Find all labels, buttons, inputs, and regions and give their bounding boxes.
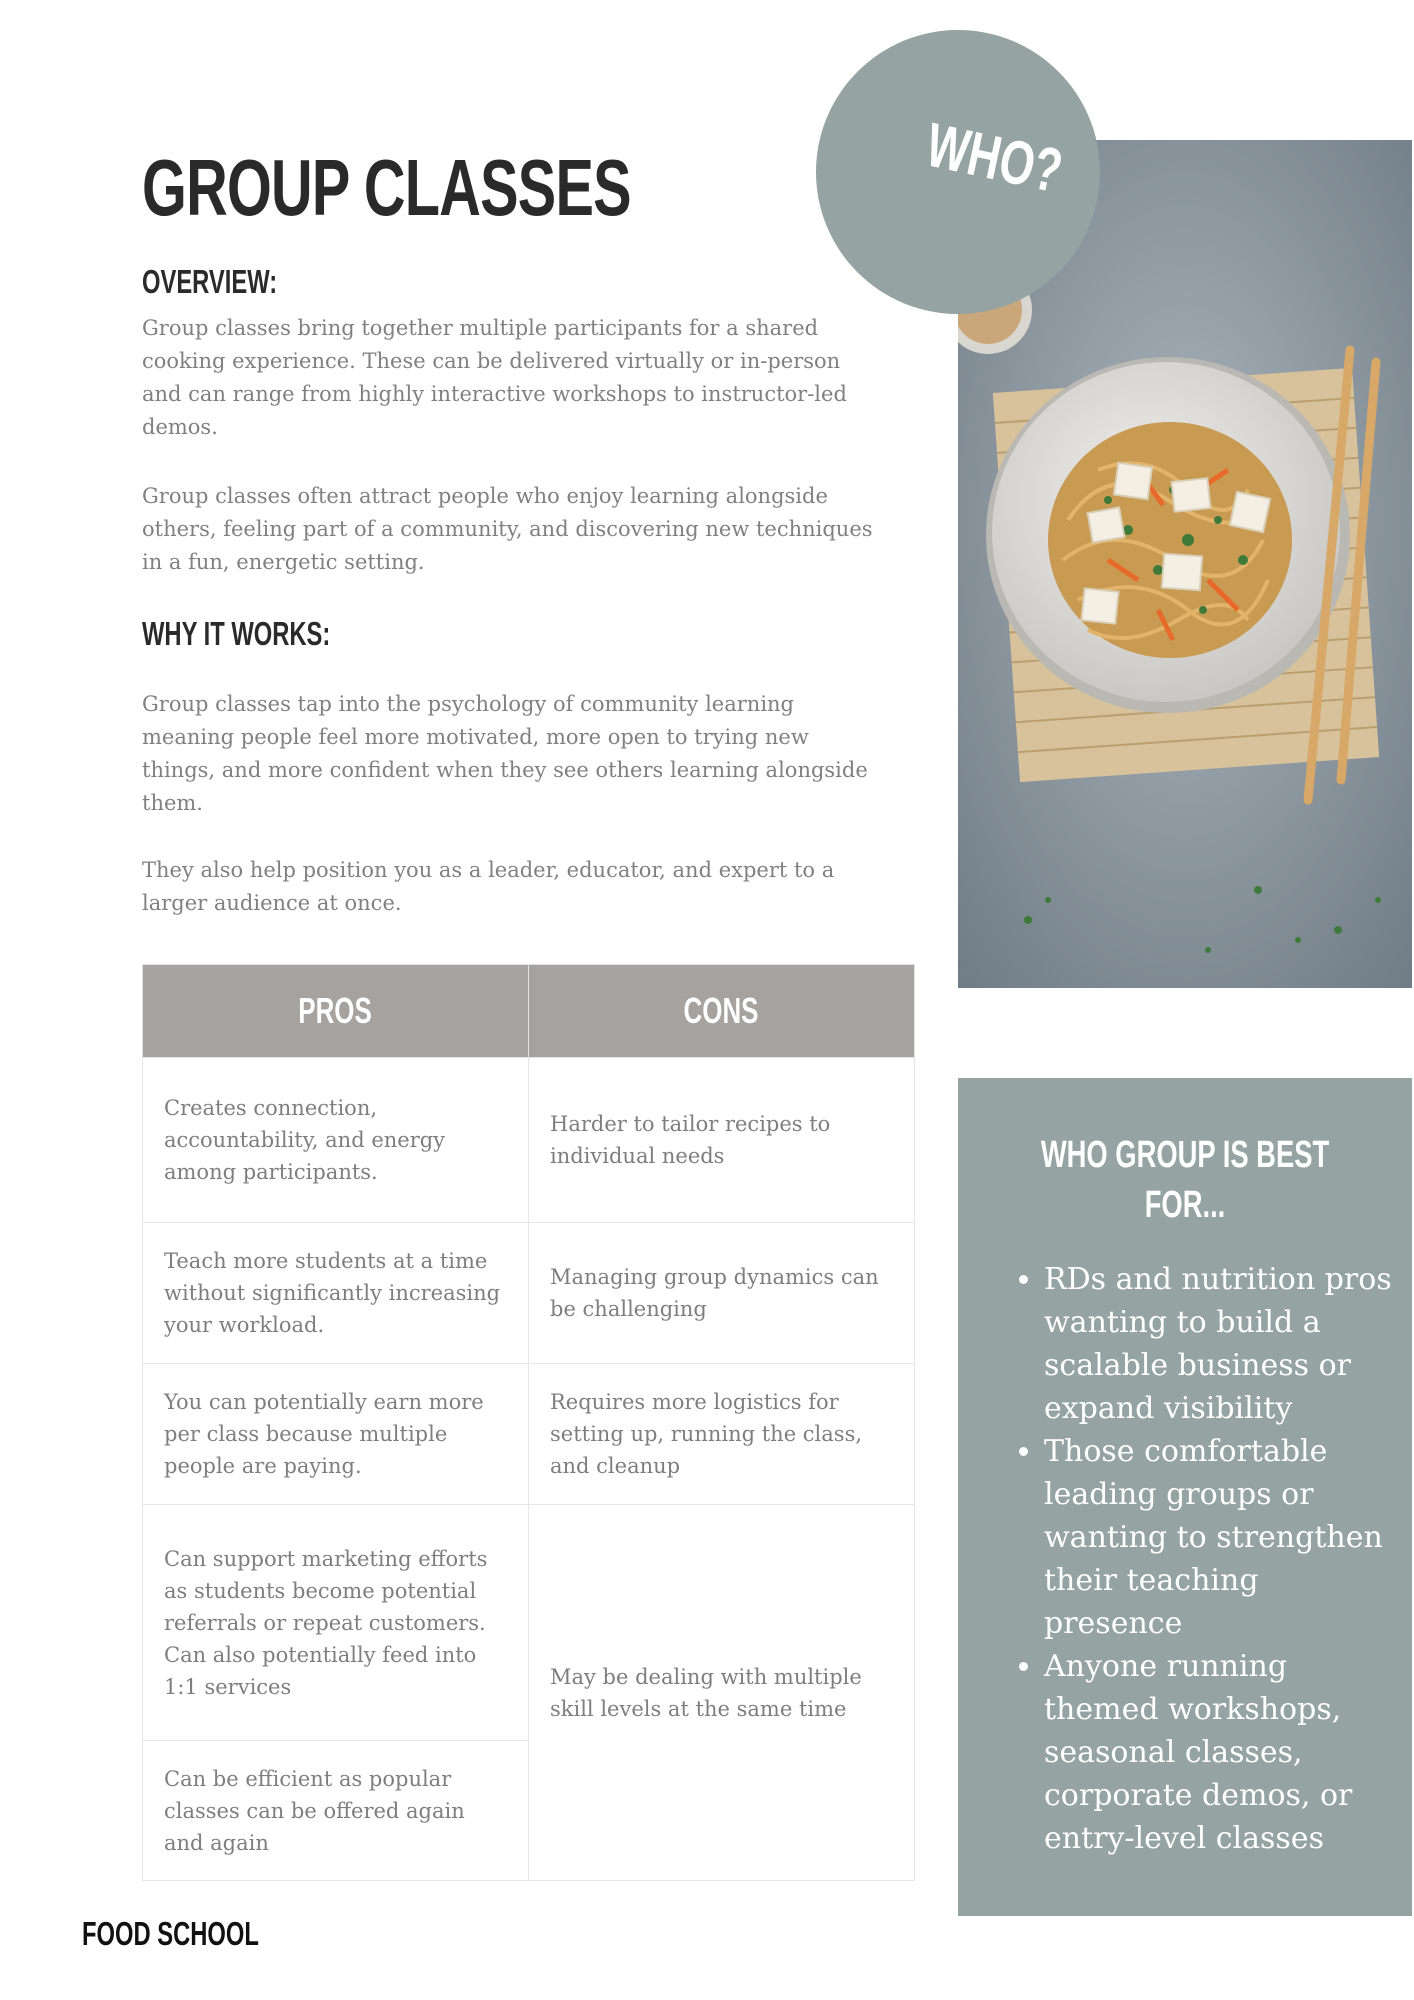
list-item: • Those comfortable leading groups or wanting to strengthen their teaching presence	[1044, 1430, 1398, 1645]
pros-cell: Can support marketing efforts as students become potential referrals or repeat customers. Can also potentially feed into 1:1 services	[143, 1505, 529, 1741]
why-paragraph-1: Group classes tap into the psychology of community learning meaning people feel more motivated, more open to trying new things, and more confident when they see others learning alongside them.	[142, 692, 868, 815]
pros-cell: Teach more students at a time without significantly increasing your workload.	[143, 1223, 529, 1364]
overview-paragraph-2: Group classes often attract people who enjoy learning alongside others, feeling part of a community, and discovering new techniques in a fun, energetic setting.	[142, 484, 873, 574]
cons-cell: May be dealing with multiple skill levels at the same time	[529, 1505, 915, 1881]
footer-brand: FOOD SCHOOL	[82, 1915, 259, 1952]
cons-cell: Managing group dynamics can be challenging	[529, 1223, 915, 1364]
why-it-works-heading: WHY IT WORKS:	[142, 615, 331, 652]
why-paragraph-2: They also help position you as a leader, educator, and expert to a larger audience at once.	[142, 858, 835, 915]
cons-header: CONS	[529, 965, 915, 1058]
overview-paragraph-1: Group classes bring together multiple participants for a shared cooking experience. These can be delivered virtually or in-person and can range from highly interactive workshops to instructor-led demos.	[142, 316, 847, 439]
page-title: GROUP CLASSES	[142, 143, 631, 232]
pros-header: PROS	[143, 965, 529, 1058]
overview-heading: OVERVIEW:	[142, 263, 278, 300]
best-for-title: WHO GROUP IS BEST FOR...	[1040, 1134, 1330, 1226]
who-badge-text: WHO?	[920, 110, 1069, 207]
cons-cell: Harder to tailor recipes to individual needs	[529, 1058, 915, 1223]
list-item: • RDs and nutrition pros wanting to build a scalable business or expand visibility	[1044, 1258, 1398, 1430]
pros-cons-table	[142, 964, 915, 1881]
best-for-list	[998, 1258, 1398, 1860]
pros-cell: You can potentially earn more per class because multiple people are paying.	[143, 1364, 529, 1505]
list-item: • Anyone running themed workshops, seasonal classes, corporate demos, or entry-level classes	[1044, 1645, 1398, 1860]
best-for-panel	[958, 1078, 1412, 1916]
cons-cell: Requires more logistics for setting up, running the class, and cleanup	[529, 1364, 915, 1505]
pros-cell: Can be efficient as popular classes can be offered again and again	[143, 1741, 529, 1881]
pros-cell: Creates connection, accountability, and energy among participants.	[143, 1058, 529, 1223]
